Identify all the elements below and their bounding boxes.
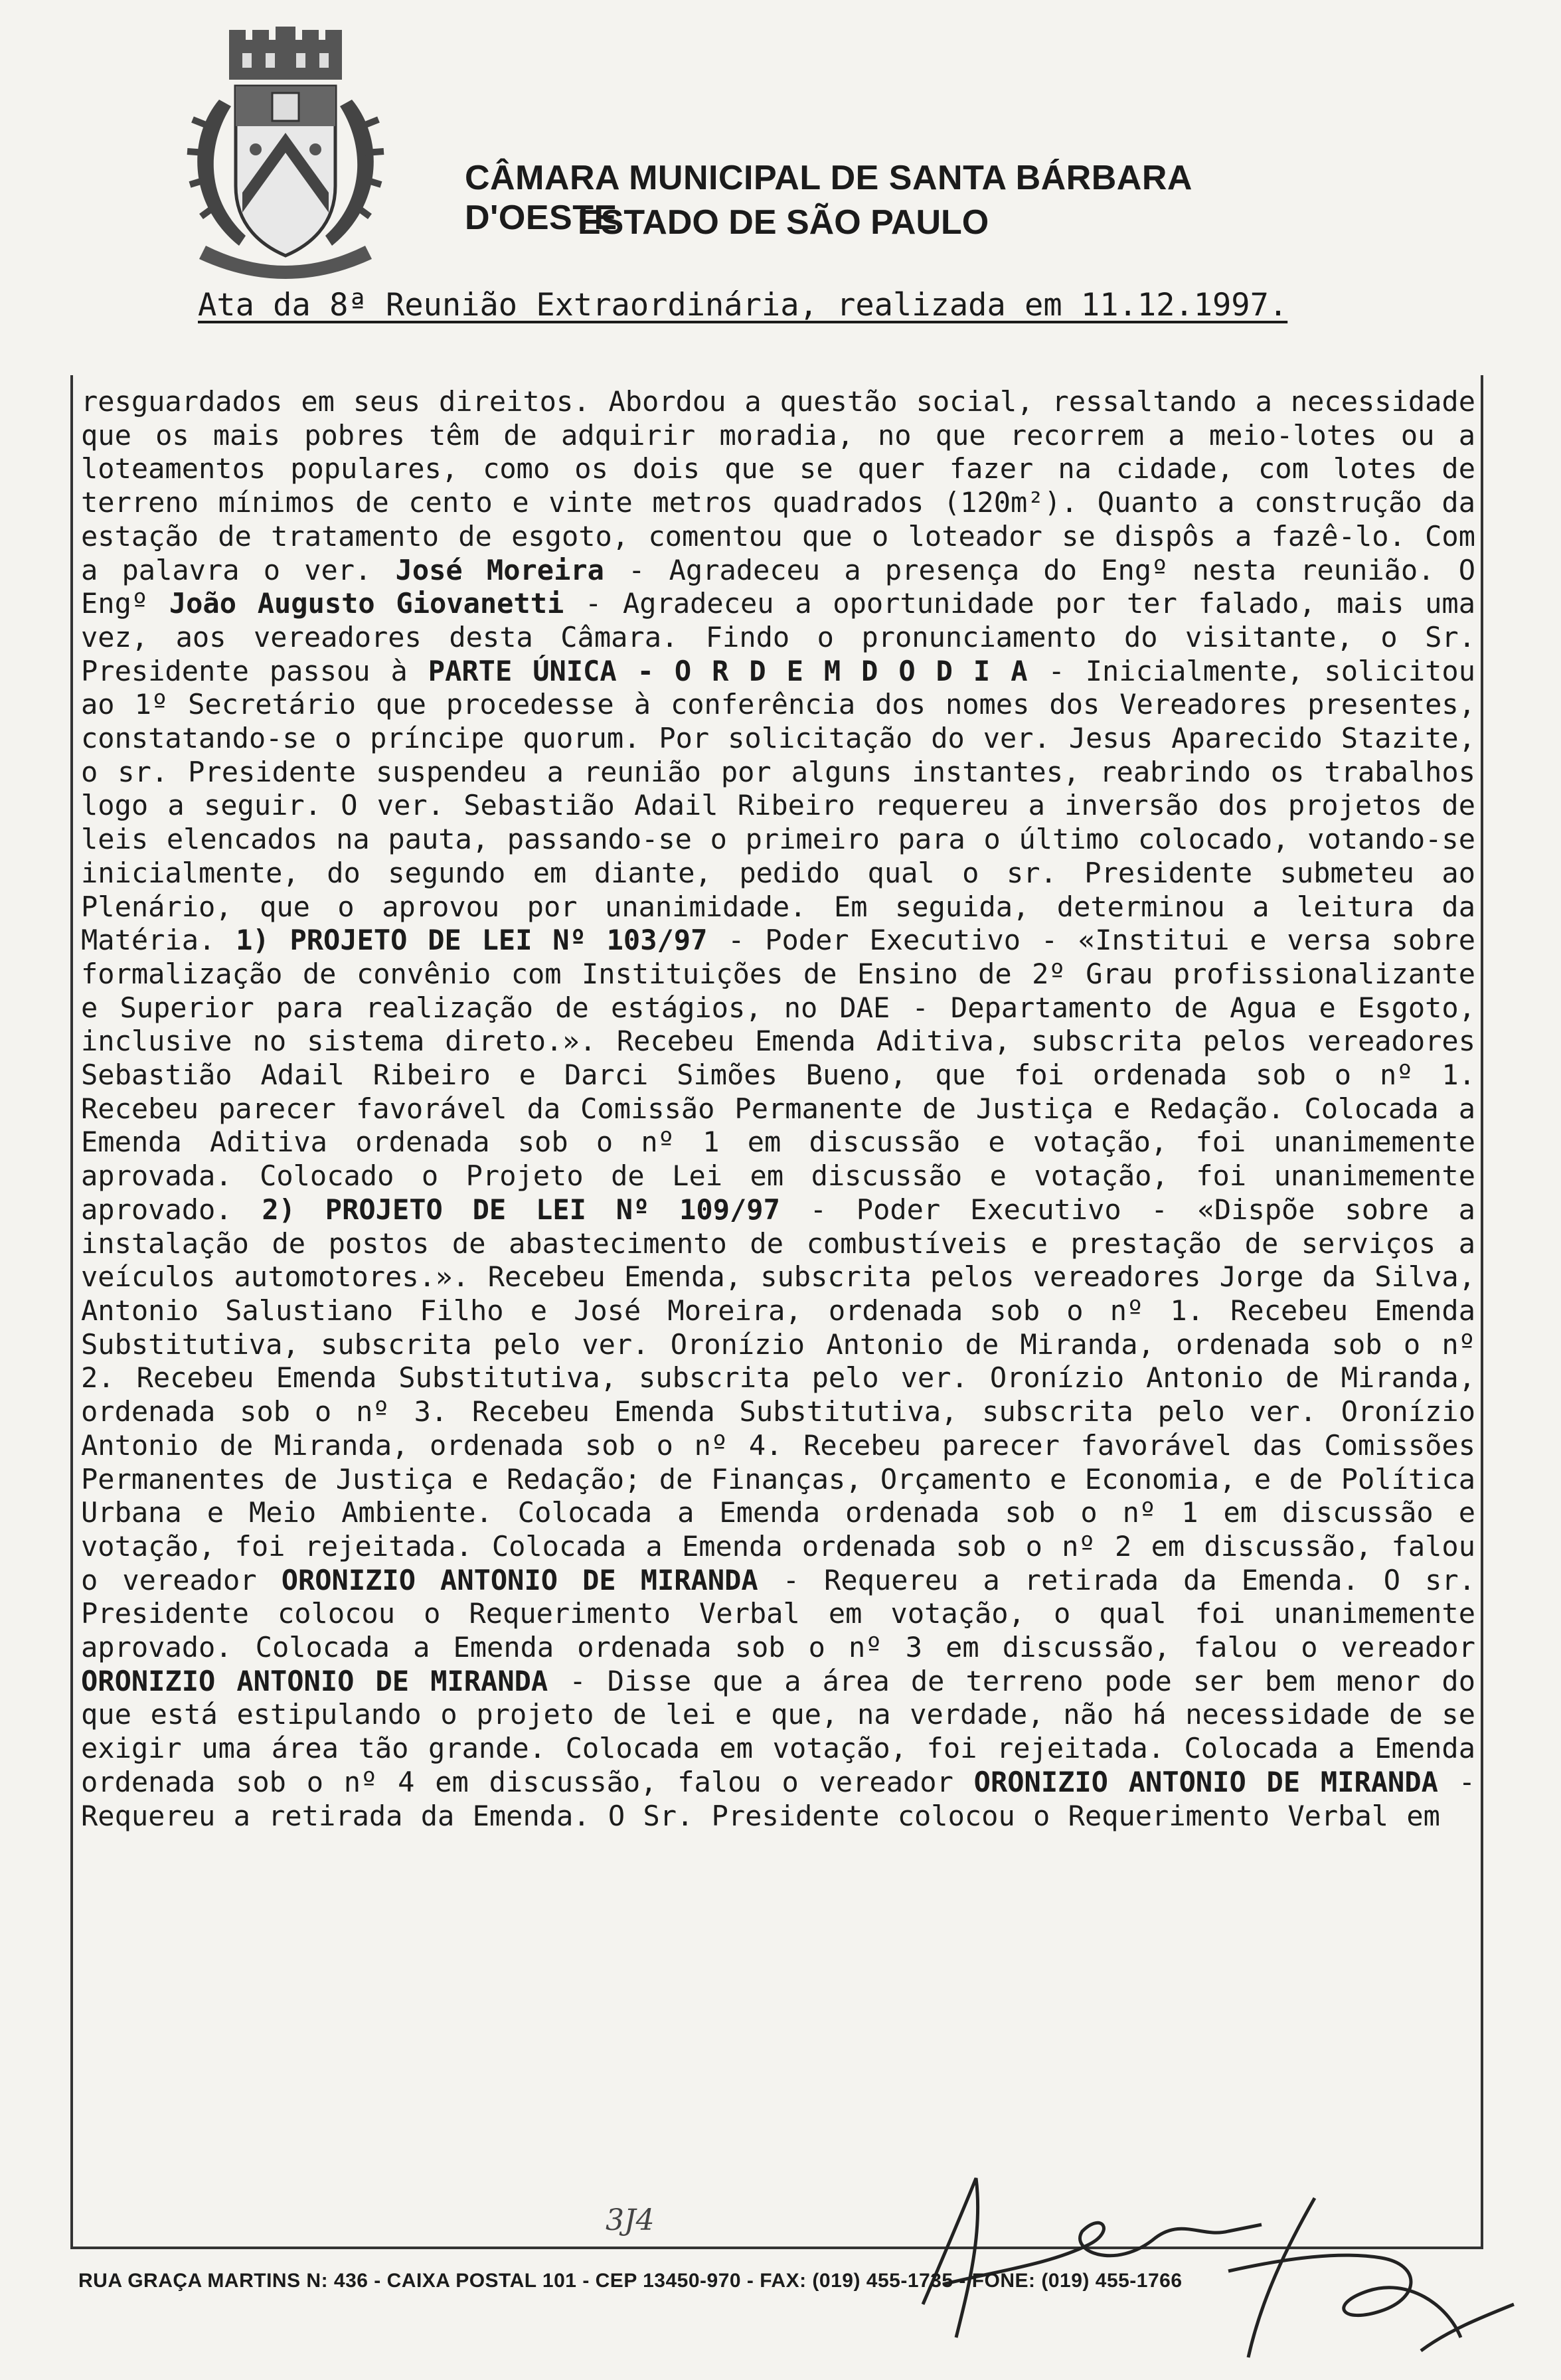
handwritten-signature: [916, 2138, 1540, 2377]
left-margin-line: [70, 375, 73, 2248]
speaker-name: José Moreira: [395, 553, 604, 586]
body-segment: - Requereu a retirada da Emenda. O Sr. Presidente colocou o Requerimento Verbal em: [81, 1765, 1475, 1832]
section-heading: PARTE ÚNICA - O R D E M D O D I A: [428, 654, 1028, 687]
minutes-body-text: [81, 385, 1475, 2165]
body-segment: - Agradeceu a presença do Engº nesta reunião. O Engº: [81, 553, 1475, 620]
body-segment: - Inicialmente, solicitou ao 1º Secretário que procedesse à conferência dos nomes dos Vereadores presentes, constatando-se o príncipe quorum. Por solicitação do ver. Jesus Aparecido Stazite, o sr. Presidente suspendeu a reunião por alguns instantes, reabrindo os trabalhos logo a seguir. O ver. Sebastião Adail Ribeiro requereu a inversão dos projetos de leis elencados na pauta, passando-se o primeiro para o último colocado, votando-se inicialmente, do segundo em diante, pedido qual o sr. Presidente submeteu ao Plenário, que o aprovou por unanimidade. Em seguida, determinou a leitura da Matéria.: [81, 654, 1475, 957]
bill-heading: 2) PROJETO DE LEI Nº 109/97: [262, 1193, 780, 1226]
right-margin-line: [1481, 375, 1483, 2248]
institution-name: CÂMARA MUNICIPAL DE SANTA BÁRBARA D'OESTE: [465, 159, 1192, 237]
footer-address: RUA GRAÇA MARTINS N: 436 - CAIXA POSTAL 101 - CEP 13450-970 - FAX: (019) 455-1735 - FONE: (019) 455-1766: [78, 2270, 1183, 2292]
document-title: Ata da 8ª Reunião Extraordinária, realizada em 11.12.1997.: [198, 287, 1288, 323]
speaker-name: ORONIZIO ANTONIO DE MIRANDA: [81, 1664, 548, 1697]
body-segment: - Disse que a área de terreno pode ser bem menor do que está estipulando o projeto de lei e que, na verdade, não há necessidade de se exigir uma área tão grande. Colocada em votação, foi rejeitada. Colocada a Emenda ordenada sob o nº 4 em discussão, falou o vereador: [81, 1664, 1475, 1798]
speaker-name: ORONIZIO ANTONIO DE MIRANDA: [973, 1765, 1438, 1798]
speaker-name: João Augusto Giovanetti: [169, 587, 564, 620]
body-segment: resguardados em seus direitos. Abordou a questão social, ressaltando a necessidade que os mais pobres têm de adquirir moradia, no que recorrem a meio-lotes ou a loteamentos populares, como os dois que se quer fazer na cidade, com lotes de terreno mínimos de cento e vinte metros quadrados (120m²). Quanto a construção da estação de tratamento de esgoto, comentou que o loteador se dispôs a fazê-lo. Com a palavra o ver.: [81, 385, 1475, 586]
body-segment: - Poder Executivo - «Dispõe sobre a instalação de postos de abastecimento de combustíveis e prestação de serviços a veículos automotores.». Recebeu Emenda, subscrita pelos vereadores Jorge da Silva, Antonio Salustiano Filho e José Moreira, ordenada sob o nº 1. Recebeu Emenda Substitutiva, subscrita pelo ver. Oronízio Antonio de Miranda, ordenada sob o nº 2. Recebeu Emenda Substitutiva, subscrita pelo ver. Oronízio Antonio de Miranda, ordenada sob o nº 3. Recebeu Emenda Substitutiva, subscrita pelo ver. Oronízio Antonio de Miranda, ordenada sob o nº 4. Recebeu parecer favorável das Comissões Permanentes de Justiça e Redação; de Finanças, Orçamento e Economia, e de Política Urbana e Meio Ambiente. Colocada a Emenda ordenada sob o nº 1 em discussão e votação, foi rejeitada. Colocada a Emenda ordenada sob o nº 2 em discussão, falou o vereador: [81, 1193, 1475, 1596]
handwritten-page-number: 3J4: [606, 2203, 655, 2237]
state-name: ESTADO DE SÃO PAULO: [578, 203, 989, 242]
speaker-name: ORONIZIO ANTONIO DE MIRANDA: [281, 1563, 758, 1596]
municipal-coat-of-arms-icon: [179, 27, 392, 292]
body-segment: - Poder Executivo - «Institui e versa sobre formalização de convênio com Instituições de Ensino de 2º Grau profissionalizante e Superior para realização de estágios, no DAE - Departamento de Agua e Esgoto, inclusive no sistema direto.». Recebeu Emenda Aditiva, subscrita pelos vereadores Sebastião Adail Ribeiro e Darci Simões Bueno, que foi ordenada sob o nº 1. Recebeu parecer favorável da Comissão Permanente de Justiça e Redação. Colocada a Emenda Aditiva ordenada sob o nº 1 em discussão e votação, foi unanimemente aprovada. Colocado o Projeto de Lei em discussão e votação, foi unanimemente aprovado.: [81, 924, 1475, 1226]
body-segment: - Requereu a retirada da Emenda. O sr. Presidente colocou o Requerimento Verbal em votação, o qual foi unanimemente aprovado. Colocada a Emenda ordenada sob o nº 3 em discussão, falou o vereador: [81, 1563, 1475, 1664]
body-segment: - Agradeceu a oportunidade por ter falado, mais uma vez, aos vereadores desta Câmara. Findo o pronunciamento do visitante, o Sr. Presidente passou à: [81, 587, 1475, 687]
bill-heading: 1) PROJETO DE LEI Nº 103/97: [236, 924, 708, 957]
